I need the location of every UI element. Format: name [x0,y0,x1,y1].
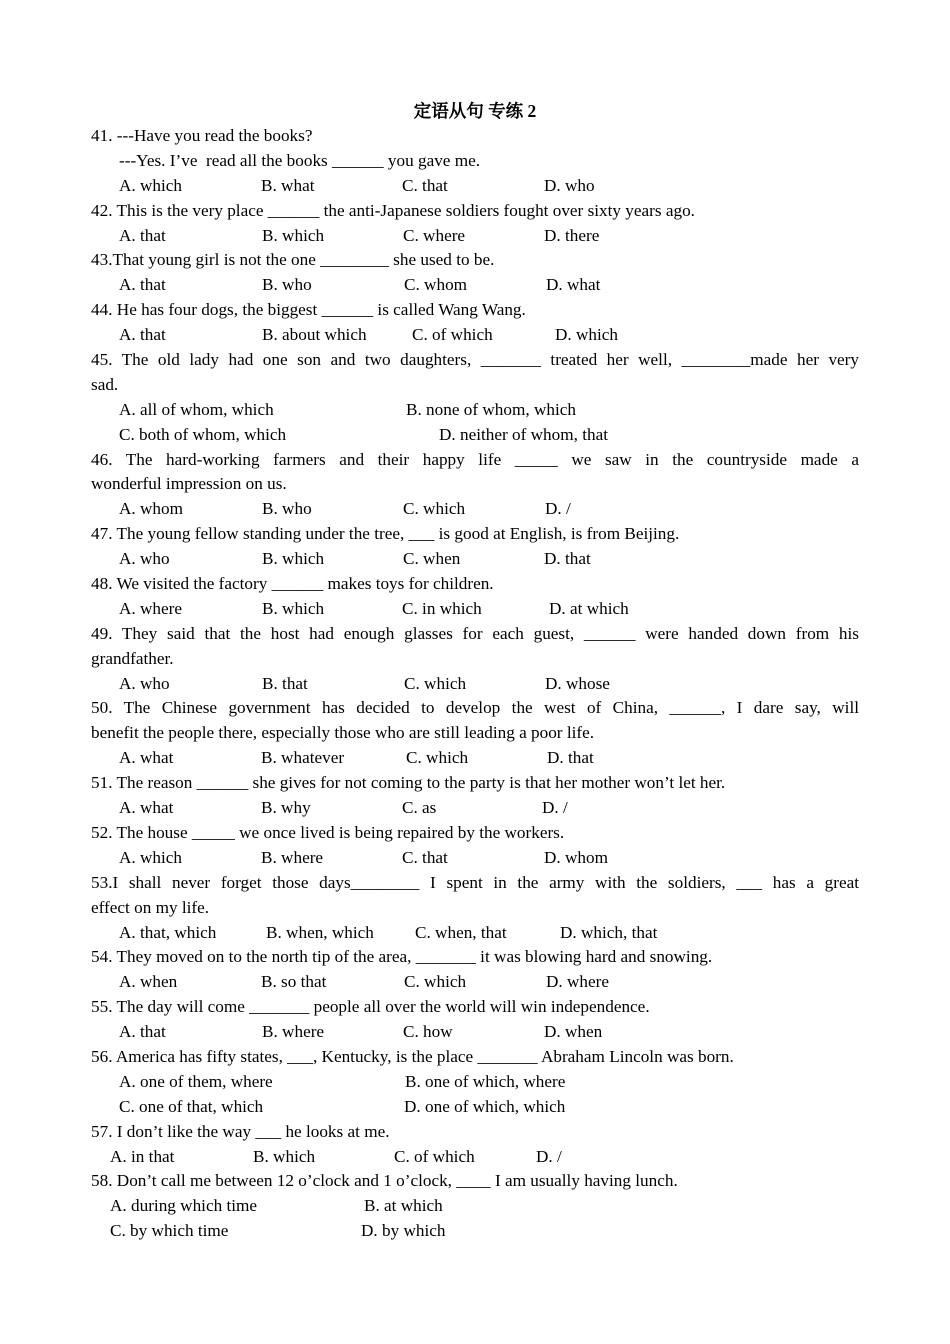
page-title: 定语从句 专练 2 [413,101,537,121]
question-42-stem: 42. This is the very place ______ the anti-Japanese soldiers fought over sixty years ago. [91,200,695,220]
option-c: C. one of that, which [119,1096,264,1116]
option-c: C. whom [404,275,468,295]
option-d: D. neither of whom, that [439,424,608,444]
option-c: C. which [404,673,467,693]
option-b: B. what [261,175,315,195]
option-b: B. who [262,499,312,519]
option-b: B. that [262,673,308,693]
option-b: B. which [262,225,325,245]
question-51-stem: 51. The reason ______ she gives for not coming to the party is that her mother won’t let her. [91,773,726,793]
option-a: A. who [119,673,170,693]
option-b: B. who [262,275,312,295]
option-d: D. that [547,748,594,768]
question-57-stem: 57. I don’t like the way ___ he looks at me. [91,1121,390,1141]
option-a: A. what [119,798,174,818]
option-b: B. which [253,1146,316,1166]
question-45-stem-cont: sad. [91,374,119,394]
question-50-stem: 50. The Chinese government has decided to develop the west of China, ______, I dare say, will [91,698,859,718]
question-51-options [91,796,859,821]
option-b: B. about which [262,325,367,345]
option-d: D. who [544,175,595,195]
option-a: A. which [119,175,183,195]
question-52-stem: 52. The house _____ we once lived is being repaired by the workers. [91,822,565,842]
option-c: C. which [403,499,466,519]
question-53-stem: 53.I shall never forget those days________ I spent in the army with the soldiers, ___ has a great [91,872,859,892]
option-d: D. which [555,325,619,345]
option-a: A. when [119,972,178,992]
option-c: C. of which [412,325,493,345]
option-c: C. where [403,225,466,245]
question-43-stem: 43.That young girl is not the one ________ she used to be. [91,250,495,270]
question-56-options-cd [91,1095,859,1120]
question-44-options [91,323,859,348]
question-52-options [91,846,859,871]
question-58-options-ab [91,1194,859,1219]
option-c: C. of which [394,1146,475,1166]
question-43-options [91,273,859,298]
question-46-stem: 46. The hard-working farmers and their happy life _____ we saw in the countryside made a [91,449,859,469]
question-41-stem-cont: ---Yes. I’ve read all the books ______ you gave me. [119,150,481,170]
option-a: A. during which time [110,1196,258,1216]
option-d: D. where [546,972,609,992]
option-d: D. that [544,549,591,569]
option-c: C. in which [402,598,482,618]
option-a: A. that [119,1022,166,1042]
option-a: A. whom [119,499,183,519]
option-a: A. that, which [119,922,217,942]
question-50-stem-cont: benefit the people there, especially those who are still leading a poor life. [91,723,595,743]
option-b: B. whatever [261,748,345,768]
option-c: C. which [404,972,467,992]
option-b: B. where [261,847,324,867]
question-57-options [91,1145,859,1170]
question-58-stem: 58. Don’t call me between 12 o’clock and 1 o’clock, ____ I am usually having lunch. [91,1171,678,1191]
option-d: D. what [546,275,601,295]
option-c: C. that [402,175,448,195]
option-d: D. by which [361,1221,446,1241]
option-d: D. whom [544,847,608,867]
question-45-options-ab [91,398,859,423]
option-b: B. so that [261,972,327,992]
option-c: C. both of whom, which [119,424,287,444]
question-50-options [91,746,859,771]
question-41-stem: 41. ---Have you read the books? [91,126,313,145]
option-d: D. one of which, which [404,1096,566,1116]
question-56-stem: 56. America has fifty states, ___, Kentucky, is the place _______ Abraham Lincoln was born. [91,1046,734,1066]
option-b: B. why [261,798,311,818]
question-48-options [91,597,859,622]
question-47-options [91,547,859,572]
option-d: D. when [544,1022,603,1042]
question-58-options-cd [91,1219,859,1244]
option-c: C. when, that [415,922,507,942]
question-53-stem-cont: effect on my life. [91,897,210,917]
option-a: A. where [119,598,182,618]
option-d: D. / [542,798,568,818]
option-b: B. at which [364,1196,443,1216]
option-a: A. that [119,325,166,345]
option-b: B. which [262,598,325,618]
option-d: D. there [544,225,600,245]
option-c: C. which [406,748,469,768]
question-49-stem: 49. They said that the host had enough glasses for each guest, ______ were handed down from his [91,623,859,643]
option-d: D. which, that [560,922,658,942]
option-a: A. all of whom, which [119,399,274,419]
question-54-options [91,970,859,995]
option-c: C. as [402,798,437,818]
question-45-stem: 45. The old lady had one son and two daughters, _______ treated her well, ________made her very [91,350,859,370]
option-a: A. that [119,275,166,295]
option-d: D. whose [545,673,610,693]
option-a: A. which [119,847,183,867]
question-53-options [91,921,859,946]
option-a: A. what [119,748,174,768]
option-a: A. that [119,225,166,245]
question-47-stem: 47. The young fellow standing under the tree, ___ is good at English, is from Beijing. [91,524,680,544]
question-45-options-cd [91,423,859,448]
question-55-stem: 55. The day will come _______ people all over the world will win independence. [91,997,650,1017]
question-44-stem: 44. He has four dogs, the biggest ______ is called Wang Wang. [91,300,526,320]
question-56-options-ab [91,1070,859,1095]
option-c: C. that [402,847,448,867]
option-a: A. in that [110,1146,175,1166]
option-b: B. none of whom, which [406,399,576,419]
option-d: D. / [545,499,571,519]
option-a: A. one of them, where [119,1071,273,1091]
question-41-options [91,174,859,199]
option-c: C. how [403,1022,453,1042]
option-b: B. which [262,549,325,569]
option-d: D. at which [549,598,629,618]
question-49-stem-cont: grandfather. [91,648,174,668]
question-46-stem-cont: wonderful impression on us. [91,474,287,494]
option-c: C. by which time [110,1221,229,1241]
question-46-options [91,497,859,522]
question-49-options [91,672,859,697]
question-42-options [91,224,859,249]
question-55-options [91,1020,859,1045]
exercise-body [91,124,859,1244]
question-54-stem: 54. They moved on to the north tip of the area, _______ it was blowing hard and snowing. [91,947,713,967]
option-b: B. one of which, where [405,1071,566,1091]
option-b: B. where [262,1022,325,1042]
option-c: C. when [403,549,461,569]
option-d: D. / [536,1146,562,1166]
question-48-stem: 48. We visited the factory ______ makes toys for children. [91,574,494,594]
option-b: B. when, which [266,922,374,942]
option-a: A. who [119,549,170,569]
